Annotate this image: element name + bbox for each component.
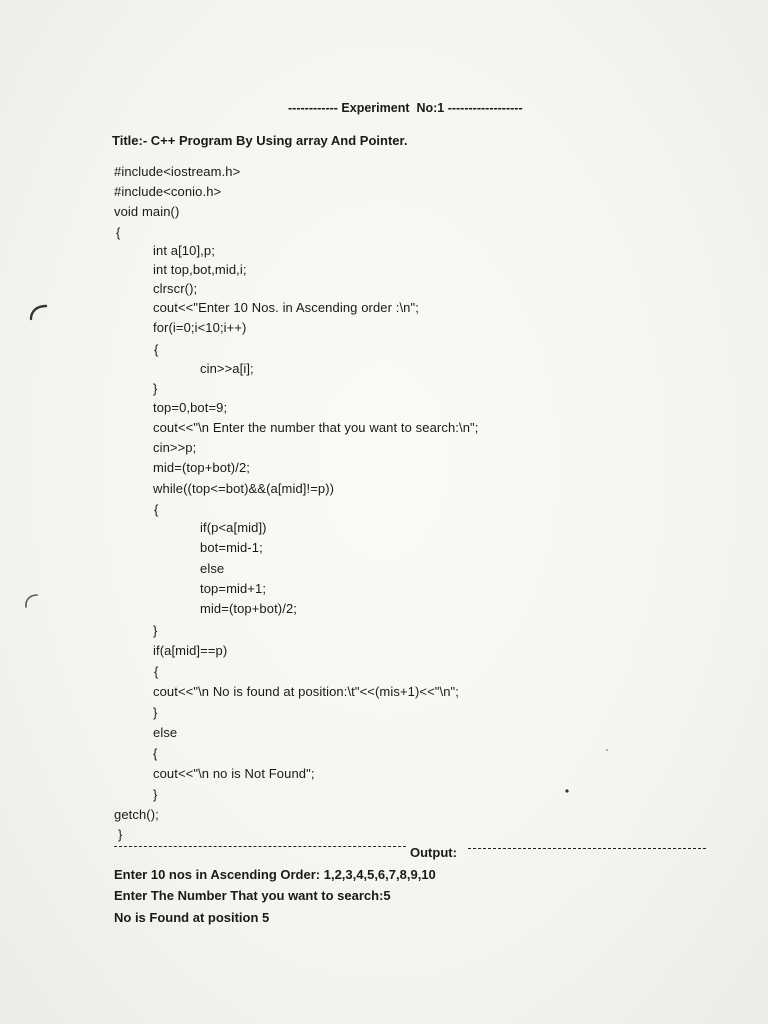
code-line: bot=mid-1; (200, 540, 263, 555)
code-line: top=0,bot=9; (153, 400, 228, 415)
code-line: void main() (114, 204, 180, 219)
code-line: for(i=0;i<10;i++) (153, 320, 247, 335)
code-line: int top,bot,mid,i; (153, 262, 247, 277)
code-line: } (153, 381, 158, 396)
binding-mark-icon (22, 590, 42, 610)
output-line: Enter The Number That you want to search:5 (114, 888, 391, 903)
code-line: else (153, 725, 178, 740)
code-line: cout<<"\n no is Not Found"; (153, 766, 315, 781)
code-line: if(p<a[mid]) (200, 520, 267, 535)
speck-icon (564, 788, 570, 794)
code-line: { (153, 746, 158, 761)
experiment-heading: ------------ Experiment No:1 ------------------ (288, 101, 523, 115)
output-divider-right (468, 848, 706, 849)
code-line: getch(); (114, 807, 159, 822)
code-line: cout<<"\n Enter the number that you want to search:\n"; (153, 420, 479, 435)
code-line: } (153, 787, 158, 802)
code-line: if(a[mid]==p) (153, 643, 228, 658)
speck-icon (605, 748, 609, 752)
output-divider-left (114, 846, 406, 847)
code-line: cout<<"\n No is found at position:\t"<<(mis+1)<<"\n"; (153, 684, 459, 699)
code-line: { (154, 502, 159, 517)
code-line: cin>>a[i]; (200, 361, 254, 376)
code-line: { (154, 664, 159, 679)
code-line: clrscr(); (153, 281, 198, 296)
code-line: #include<iostream.h> (114, 164, 241, 179)
binding-mark-icon (28, 302, 50, 322)
code-line: cout<<"Enter 10 Nos. in Ascending order :\n"; (153, 300, 419, 315)
code-line: { (154, 342, 159, 357)
code-line: } (118, 827, 123, 842)
output-line: Enter 10 nos in Ascending Order: 1,2,3,4,5,6,7,8,9,10 (114, 867, 436, 882)
document-title: Title:- C++ Program By Using array And Pointer. (112, 133, 408, 148)
code-line: mid=(top+bot)/2; (200, 601, 297, 616)
code-line: { (116, 225, 121, 240)
code-line: else (200, 561, 225, 576)
code-line: mid=(top+bot)/2; (153, 460, 250, 475)
code-line: top=mid+1; (200, 581, 267, 596)
code-line: cin>>p; (153, 440, 197, 455)
output-line: No is Found at position 5 (114, 910, 270, 925)
code-line: int a[10],p; (153, 243, 215, 258)
output-label: Output: (410, 845, 457, 860)
code-line: #include<conio.h> (114, 184, 222, 199)
code-line: while((top<=bot)&&(a[mid]!=p)) (153, 481, 335, 496)
code-line: } (153, 705, 158, 720)
code-line: } (153, 623, 158, 638)
